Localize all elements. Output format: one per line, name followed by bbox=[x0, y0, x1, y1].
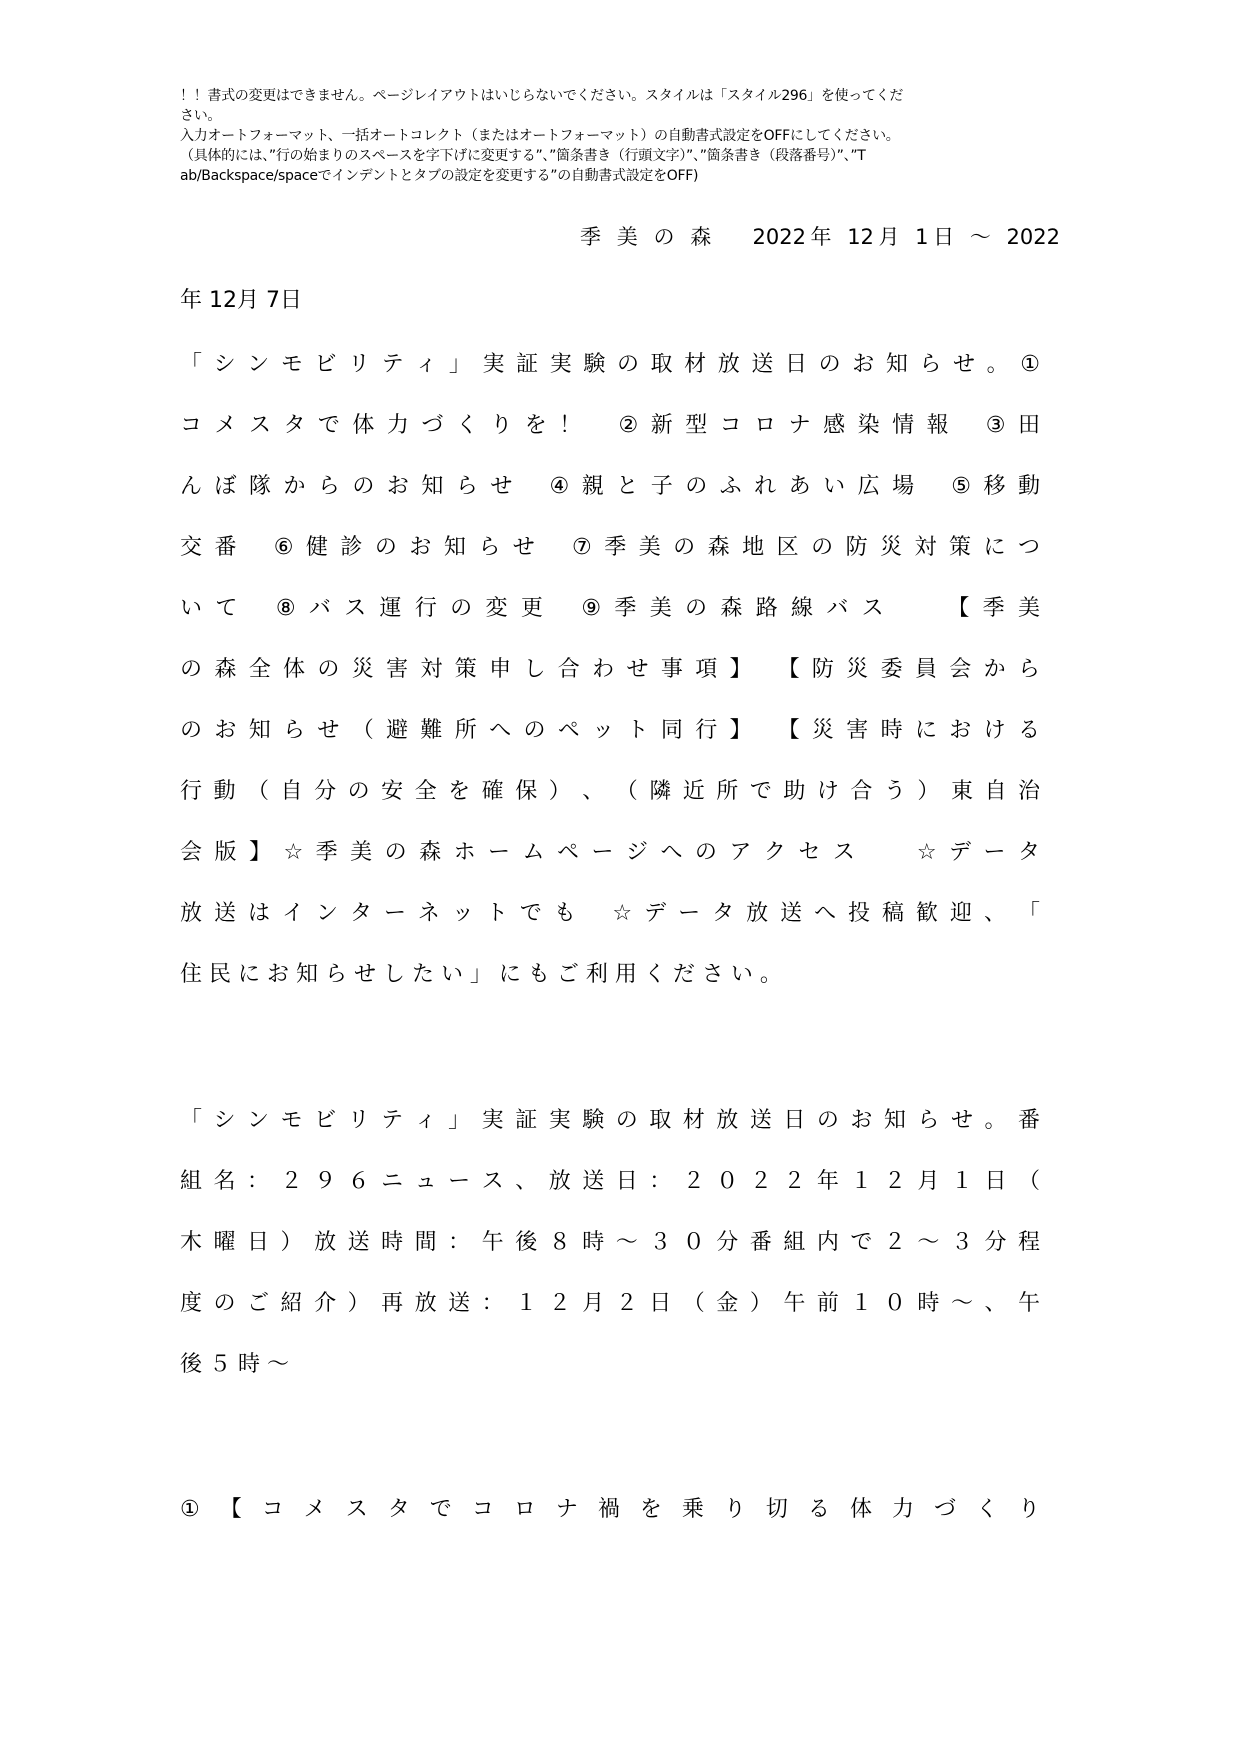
summary-line: ん ぼ 隊 か ら の お 知 ら せ ④ 親 と 子 の ふ れ あ い 広 場 ⑤ 移 動 bbox=[180, 474, 1040, 499]
summary-line: 「 シ ン モ ビ リ テ ィ 」 実 証 実 験 の 取 材 放 送 日 の お 知 ら せ 。 ① bbox=[180, 352, 1040, 377]
section-heading: ① 【 コ メ ス タ で コ ロ ナ 禍 を 乗 り 切 る 体 力 づ く り bbox=[180, 1497, 1040, 1522]
notice-line: 入力オートフォーマット、一括オートコレクト（またはオートフォーマット）の自動書式設定をOFFにしてください。 bbox=[180, 128, 900, 144]
summary-line: 会 版 】 ☆ 季 美 の 森 ホ ー ム ペ ー ジ へ の ア ク セ ス ☆ デ ー タ bbox=[180, 840, 1040, 865]
date-range-header-continued: 年 12月 7日 bbox=[180, 288, 302, 313]
summary-line: 放 送 は イ ン タ ー ネ ッ ト で も ☆ デ ー タ 放 送 へ 投 稿 歓 迎 、 「 bbox=[180, 901, 1040, 926]
formatting-notice bbox=[180, 86, 1060, 186]
broadcast-line: 「 シ ン モ ビ リ テ ィ 」 実 証 実 験 の 取 材 放 送 日 の お 知 ら せ 。 番 bbox=[180, 1108, 1040, 1133]
summary-line: コ メ ス タ で 体 力 づ く り を ！ ② 新 型 コ ロ ナ 感 染 情 報 ③ 田 bbox=[180, 413, 1040, 438]
broadcast-line: 後 ５ 時 ～ bbox=[180, 1352, 289, 1377]
summary-line: の 森 全 体 の 災 害 対 策 申 し 合 わ せ 事 項 】 【 防 災 委 員 会 か ら bbox=[180, 657, 1040, 682]
notice-line: ！！書式の変更はできません。ページレイアウトはいじらないでください。スタイルは「スタイル296」を使ってくだ bbox=[180, 88, 904, 104]
summary-line: の お 知 ら せ （ 避 難 所 へ の ペ ッ ト 同 行 】 【 災 害 時 に お け る bbox=[180, 718, 1040, 743]
summary-line: 交 番 ⑥ 健 診 の お 知 ら せ ⑦ 季 美 の 森 地 区 の 防 災 対 策 に つ bbox=[180, 535, 1040, 560]
broadcast-line: 木 曜 日 ） 放 送 時 間 ： 午 後 ８ 時 ～ ３ ０ 分 番 組 内 で ２ ～ ３ 分 程 bbox=[180, 1230, 1040, 1255]
notice-line: さい。 bbox=[180, 108, 222, 124]
notice-line: ab/Backspace/spaceでインデントとタブの設定を変更する”の自動書式設定をOFF) bbox=[180, 168, 699, 184]
summary-line: 住 民 に お 知 ら せ し た い 」 に も ご 利 用 く だ さ い 。 bbox=[180, 962, 782, 987]
broadcast-line: 度 の ご 紹 介 ） 再 放 送 ： １ ２ 月 ２ 日 （ 金 ） 午 前 １ ０ 時 ～ 、 午 bbox=[180, 1291, 1040, 1316]
notice-line: （具体的には、”行の始まりのスペースを字下げに変更する”、”箇条書き（行頭文字）”、”箇条書き（段落番号）”、”T bbox=[180, 148, 866, 164]
summary-line: 行 動 （ 自 分 の 安 全 を 確 保 ） 、 （ 隣 近 所 で 助 け 合 う ） 東 自 治 bbox=[180, 779, 1040, 804]
date-range-header: 季 美 の 森 2022年 12月 1日 ～ 2022 bbox=[580, 225, 1060, 249]
broadcast-line: 組 名 ： ２ ９ ６ ニ ュ ー ス 、 放 送 日 ： ２ ０ ２ ２ 年 １ ２ 月 １ 日 （ bbox=[180, 1169, 1040, 1194]
summary-line: い て ⑧ バ ス 運 行 の 変 更 ⑨ 季 美 の 森 路 線 バ ス 【 季 美 bbox=[180, 596, 1040, 621]
